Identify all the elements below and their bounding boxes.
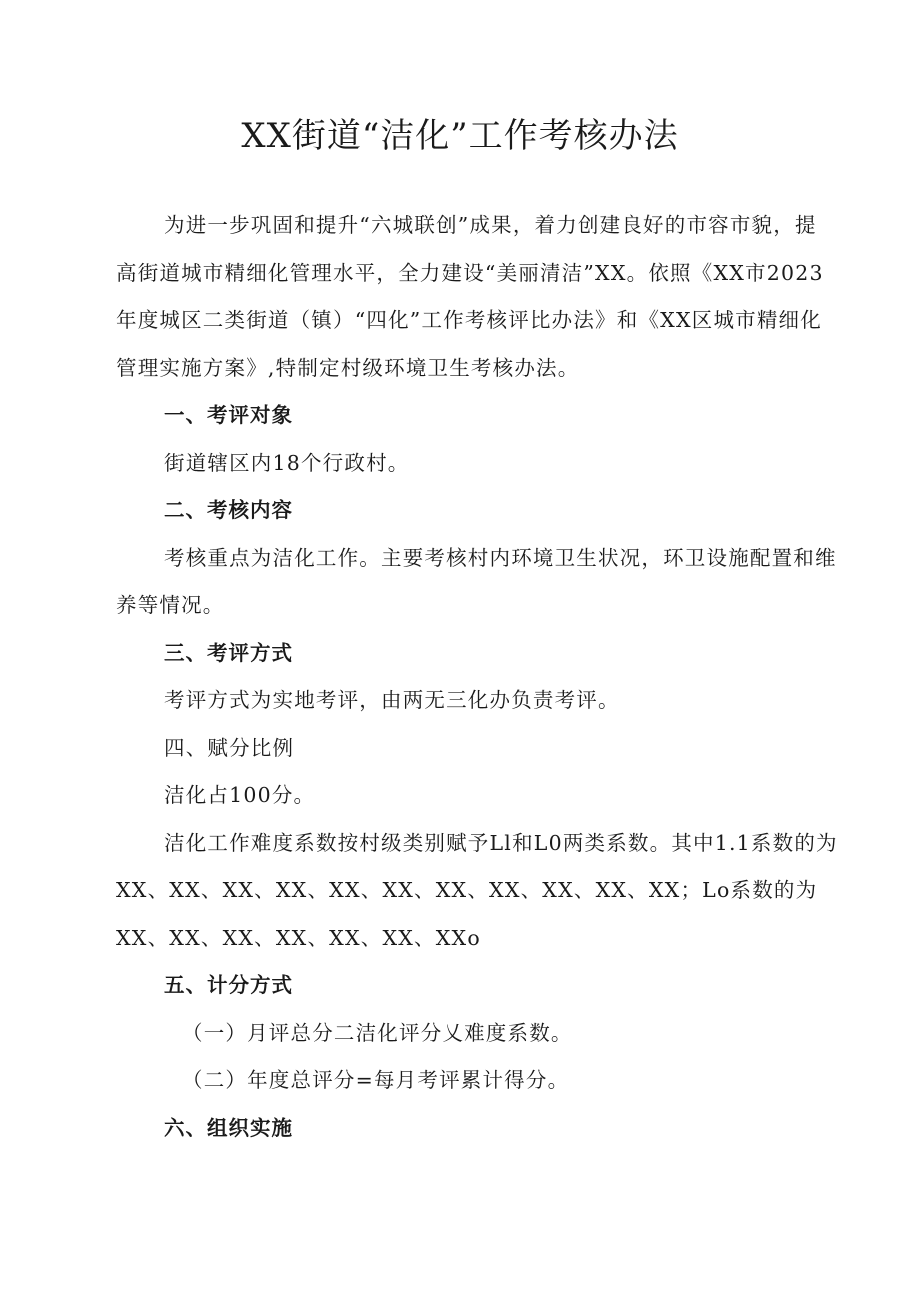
scoring-item-annual: （二）年度总评分=每月考评累计得分。 bbox=[182, 1068, 570, 1092]
section-text-assessment-content: 考核重点为洁化工作。主要考核村内环境卫生状况，环卫设施配置和维养等情况。 bbox=[116, 545, 837, 617]
section-text-evaluation-method: 考评方式为实地考评，由两无三化办负责考评。 bbox=[164, 688, 620, 712]
section-heading-organization: 六、组织实施 bbox=[164, 1115, 293, 1140]
section-heading-evaluation-method: 三、考评方式 bbox=[164, 640, 293, 665]
document-title: XX街道“洁化”工作考核办法 bbox=[241, 116, 679, 156]
section-heading-scoring-method: 五、计分方式 bbox=[164, 973, 293, 997]
section-heading-evaluation-target: 一、考评对象 bbox=[164, 403, 293, 427]
section-heading-assessment-content: 二、考核内容 bbox=[164, 498, 293, 522]
section-text-difficulty-coefficient: 洁化工作难度系数按村级类别赋予Ll和L0两类系数。其中1.1系数的为XX、XX、XX、XX、XX、XX、XX、XX、XX、XX、XX；Lo系数的为XX、XX、XX、XX、XX、XX、XXo bbox=[116, 830, 838, 950]
scoring-item-monthly: （一）月评总分二洁化评分乂难度系数。 bbox=[182, 1020, 573, 1045]
section-text-evaluation-target: 街道辖区内18个行政村。 bbox=[164, 450, 410, 475]
document-body bbox=[116, 202, 838, 1152]
intro-paragraph: 为进一步巩固和提升“六城联创”成果，着力创建良好的市容市貌，提高街道城市精细化管理水平，全力建设“美丽清洁”XX。依照《XX市2023年度城区二类街道（镇）“四化”工作考核评比办法》和《XX区城市精细化管理实施方案》,特制定村级环境卫生考核办法。 bbox=[116, 213, 824, 380]
section-heading-score-ratio: 四、赋分比例 bbox=[164, 735, 295, 760]
section-text-score-ratio: 洁化占100分。 bbox=[164, 783, 316, 807]
